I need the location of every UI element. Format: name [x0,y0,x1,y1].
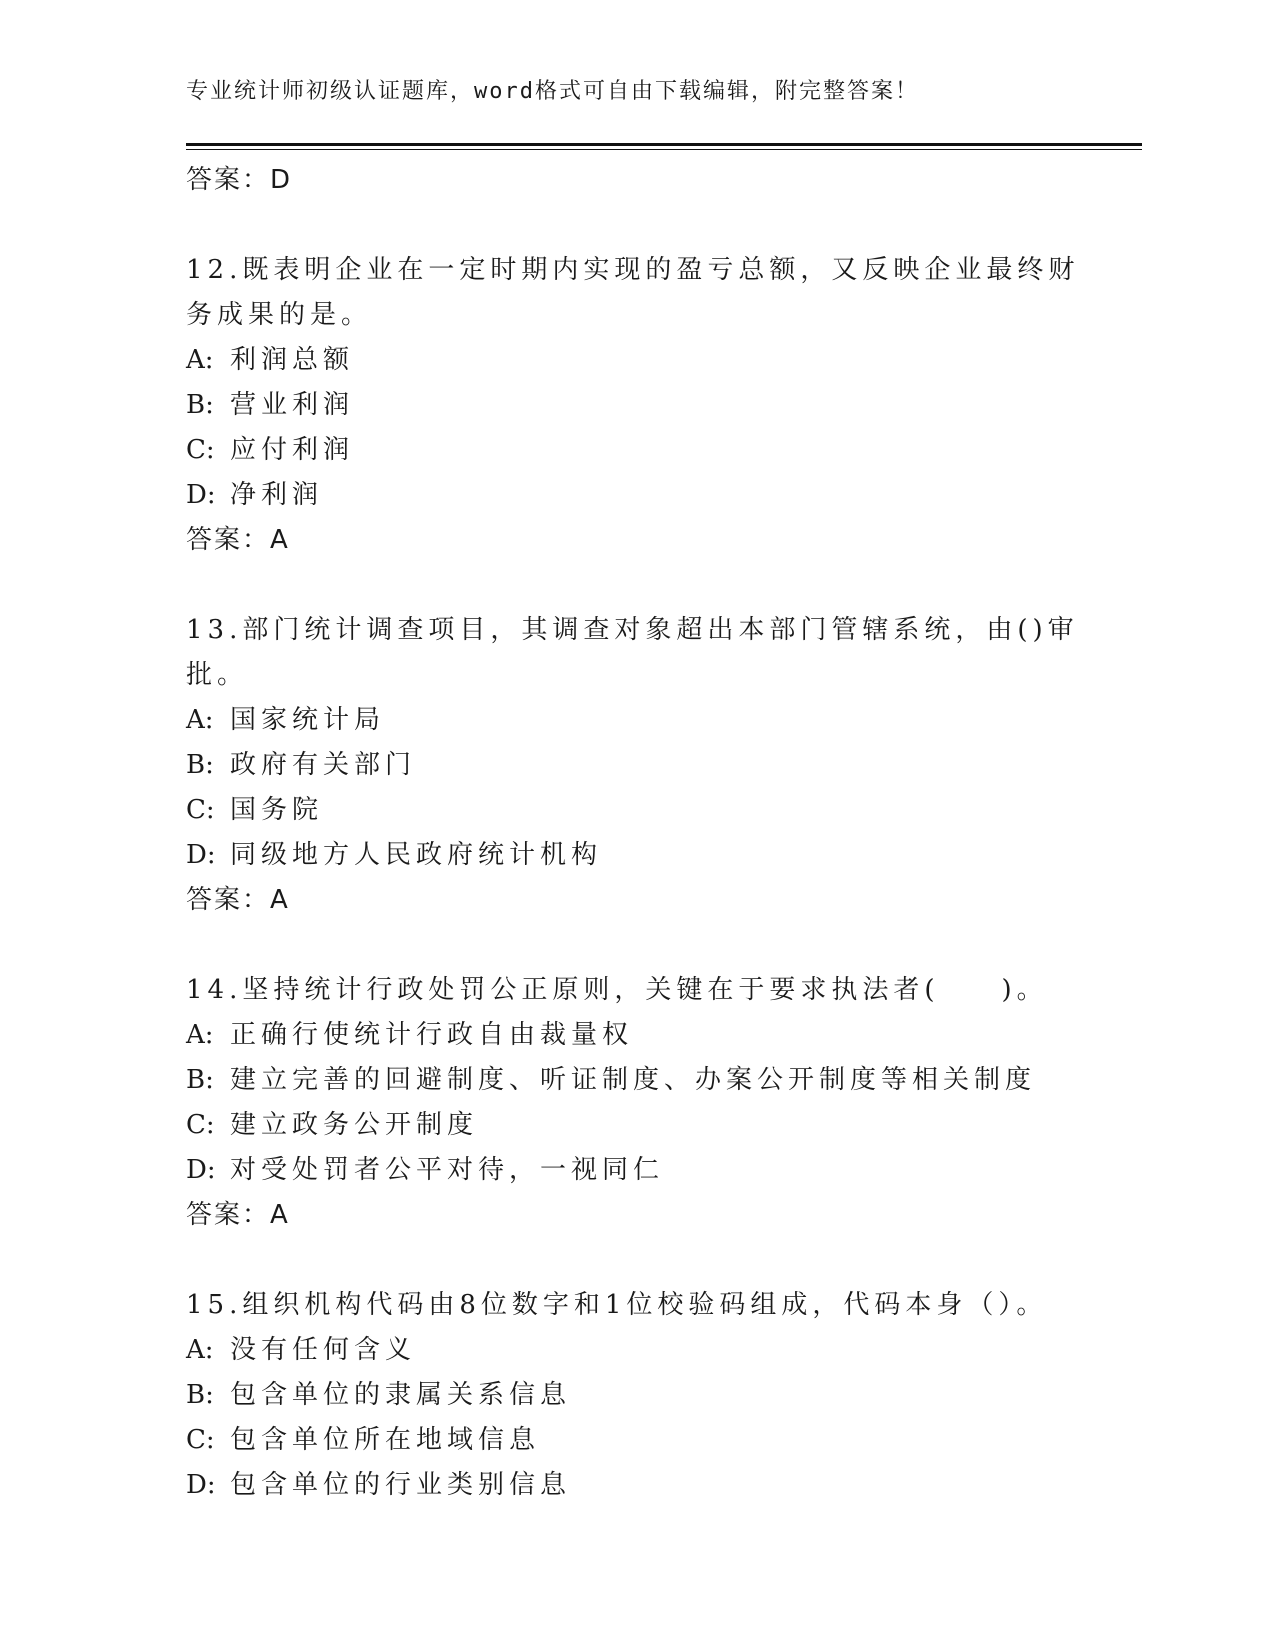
question-text: 15.组织机构代码由8位数字和1位校验码组成，代码本身（）。 [186,1290,1048,1320]
question-text: 14.坚持统计行政处罚公正原则，关键在于要求执法者( )。 [186,975,1048,1005]
option-text: 营业利润 [230,390,355,420]
option-text: 对受处罚者公平对待，一视同仁 [230,1155,665,1185]
answer-label: 答案：A [186,1200,290,1230]
option-key: A: [186,1335,214,1365]
question-item [186,1283,1086,1508]
option-text: 国家统计局 [230,705,386,735]
option-text: 同级地方人民政府统计机构 [230,840,603,870]
option-b [186,1373,1086,1418]
option-text: 净利润 [230,480,324,510]
option-key: C: [186,1425,215,1455]
answer-label: 答案：A [186,525,290,555]
header-rule-thick [186,143,1142,146]
option-text: 包含单位的隶属关系信息 [230,1380,572,1410]
option-key: D: [186,840,216,870]
option-key: B: [186,750,214,780]
option-key: C: [186,795,215,825]
option-text: 政府有关部门 [230,750,417,780]
option-c [186,1103,1086,1148]
option-text: 国务院 [230,795,324,825]
option-b [186,743,1086,788]
option-a [186,338,1086,383]
option-b [186,1058,1086,1103]
option-text: 包含单位所在地域信息 [230,1425,541,1455]
option-text: 建立完善的回避制度、听证制度、办案公开制度等相关制度 [230,1065,1037,1095]
option-a [186,1013,1086,1058]
option-text: 没有任何含义 [230,1335,417,1365]
option-b [186,383,1086,428]
option-d [186,1463,1086,1508]
option-text: 正确行使统计行政自由裁量权 [230,1020,634,1050]
question-text: 13.部门统计调查项目，其调查对象超出本部门管辖系统，由()审批。 [186,615,1079,690]
option-key: A: [186,1020,214,1050]
option-d [186,1148,1086,1193]
answer-label: 答案：A [186,885,290,915]
question-text: 12.既表明企业在一定时期内实现的盈亏总额，又反映企业最终财务成果的是。 [186,255,1080,330]
page-header: 专业统计师初级认证题库，word格式可自由下载编辑，附完整答案！ [186,79,919,104]
option-key: C: [186,435,215,465]
option-key: D: [186,480,216,510]
option-key: D: [186,1470,216,1500]
option-c [186,788,1086,833]
option-text: 包含单位的行业类别信息 [230,1470,572,1500]
option-a [186,1328,1086,1373]
option-key: B: [186,1380,214,1410]
option-d [186,833,1086,878]
option-text: 应付利润 [230,435,355,465]
option-a [186,698,1086,743]
option-key: B: [186,1065,214,1095]
answer-label: 答案：D [186,165,293,195]
question-item [186,608,1086,923]
question-list [186,158,1086,1508]
option-text: 利润总额 [230,345,355,375]
option-key: A: [186,345,214,375]
header-rule-thin [186,149,1142,150]
option-c [186,1418,1086,1463]
question-item [186,248,1086,563]
option-key: D: [186,1155,216,1185]
option-text: 建立政务公开制度 [230,1110,479,1140]
option-d [186,473,1086,518]
option-key: C: [186,1110,215,1140]
option-key: B: [186,390,214,420]
option-c [186,428,1086,473]
question-item [186,968,1086,1238]
option-key: A: [186,705,214,735]
